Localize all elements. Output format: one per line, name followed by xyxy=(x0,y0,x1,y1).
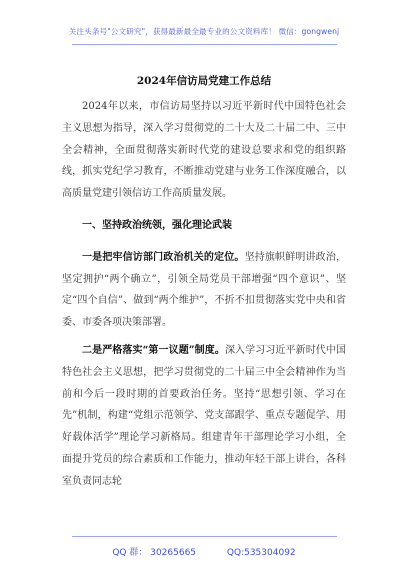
footer-qq-number: QQ:535304092 xyxy=(226,548,296,558)
header-banner: 关注头条号"公文研究"，获得最新最全最专业的公文资料库！ 微信：gongwenj xyxy=(68,27,340,36)
point-2-lead: 二是严格落实“第一议题”制度。 xyxy=(82,344,225,356)
point-2-paragraph xyxy=(62,340,346,493)
point-1-lead: 一是把牢信访部门政治机关的定位。 xyxy=(82,251,245,263)
footer-qq-group: QQ 群： 30265665 xyxy=(112,548,197,558)
section-heading-1: 一、坚持政治统领，强化理论武装 xyxy=(82,219,232,231)
document-title: 2024年信访局党建工作总结 xyxy=(136,75,272,87)
point-1-body: 坚持旗帜鲜明讲政治，坚定拥护“两个确立”，引领全局党员干部增强“四个意识”、坚定“四个自信”、做到“两个维护”，不折不扣贯彻落实党中央和省委、市委各项决策部署。 xyxy=(62,251,347,329)
point-2-body: 深入学习习近平新时代中国特色社会主义思想，把学习贯彻党的二十届三中全会精神作为当前和今后一段时期的首要政治任务。坚持“思想引领、学习在先”机制，构建“党组示范领学、党支部跟学、重点专题促学、用好载体活学”理论学习新格局。组建青年干部理论学习小组，全面提升党员的综合素质和工作能力，推动年轻干部上讲台，各科室负责同志轮 xyxy=(62,344,346,487)
document-body xyxy=(62,96,346,493)
footer-contact xyxy=(0,545,408,558)
header-divider xyxy=(72,44,337,45)
point-1-paragraph xyxy=(62,247,346,334)
intro-paragraph: 2024年以来，市信访局坚持以习近平新时代中国特色社会主义思想为指导，深入学习贯彻党的二十大及二十届二中、三中全会精神，全面贯彻落实新时代党的建设总要求和党的组织路线，抓实党纪学习教育，不断推动党建与业务工作深度融合，以高质量党建引领信访工作高质量发展。 xyxy=(62,101,346,200)
footer-divider xyxy=(72,536,337,537)
